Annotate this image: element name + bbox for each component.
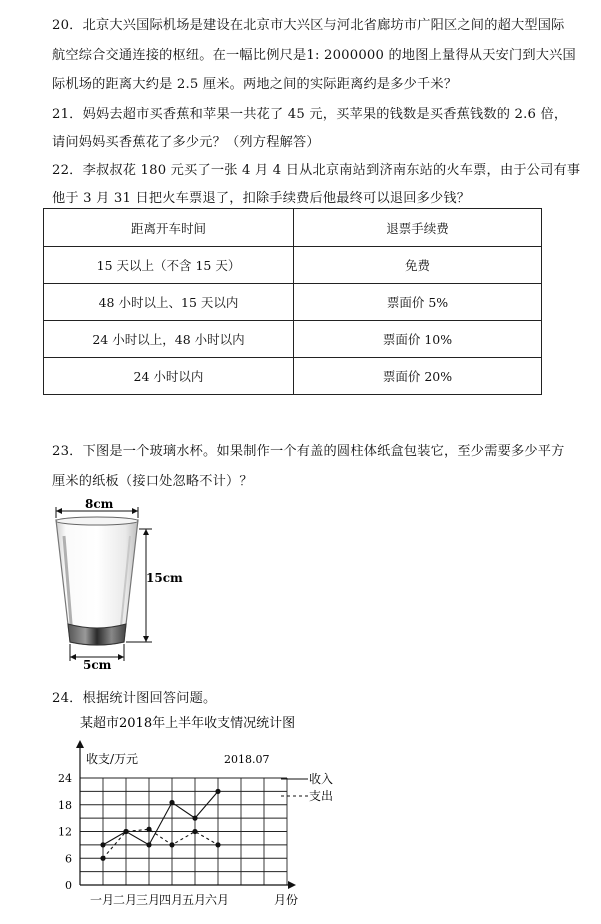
chart-x-axis-label: 月份	[274, 893, 299, 907]
table-row	[44, 321, 542, 358]
table-cell: 票面价 10%	[294, 321, 542, 358]
data-point	[100, 856, 105, 861]
y-tick-label: 12	[58, 825, 72, 839]
x-tick-label: 一月	[89, 893, 115, 907]
x-tick-label: 五月	[181, 893, 207, 907]
legend-label: 支出	[309, 789, 334, 803]
y-tick-label: 0	[65, 879, 72, 892]
q24-line-1: 24．根据统计图回答问题。	[52, 691, 217, 706]
table-row	[44, 358, 542, 395]
table-cell: 15 天以上（不含 15 天）	[44, 247, 294, 284]
chart-series	[100, 789, 220, 861]
chart-y-ticks	[58, 772, 72, 892]
table-cell: 票面价 5%	[294, 284, 542, 321]
q23-line-2: 厘米的纸板（接口处忽略不计）？	[52, 474, 253, 489]
data-point	[146, 827, 151, 832]
data-point	[123, 829, 128, 834]
q22-line-2: 他于 3 月 31 日把火车票退了，扣除手续费后他最终可以退回多少钱？	[52, 191, 471, 206]
q22-line-1: 22．李叔叔花 180 元买了一张 4 月 4 日从北京南站到济南东站的火车票，由于公司有事	[52, 163, 581, 178]
x-tick-label: 三月	[135, 893, 161, 907]
x-tick-label: 四月	[158, 893, 184, 907]
data-point	[146, 842, 151, 847]
table-cell: 免费	[294, 247, 542, 284]
table-cell: 48 小时以上、15 天以内	[44, 284, 294, 321]
q21-line-1: 21．妈妈去超市买香蕉和苹果一共花了 45 元，买苹果的钱数是买香蕉钱数的 2.6 倍，	[52, 107, 568, 122]
data-point	[215, 842, 220, 847]
data-point	[169, 842, 174, 847]
table-cell: 24 小时以上，48 小时以内	[44, 321, 294, 358]
data-point	[215, 789, 220, 794]
table-header-cell: 距离开车时间	[44, 209, 294, 247]
data-point	[192, 816, 197, 821]
data-point	[169, 800, 174, 805]
legend-label: 收入	[309, 772, 334, 786]
glass-cup-figure	[40, 496, 220, 676]
income-expense-line-chart	[0, 706, 360, 920]
q23-line-1: 23．下图是一个玻璃水杯。如果制作一个有盖的圆柱体纸盒包装它，至少需要多少平方	[52, 444, 565, 459]
q20-line-2: 航空综合交通连接的枢纽。在一幅比例尺是1: 2000000 的地图上量得从天安门到大兴国	[52, 48, 576, 63]
series-line-expense	[103, 829, 218, 858]
chart-date-note: 2018.07	[224, 753, 270, 766]
q20-line-1: 20．北京大兴国际机场是建设在北京市大兴区与河北省廊坊市广阳区之间的超大型国际	[52, 18, 565, 33]
top-dimension-label: 8cm	[85, 497, 114, 511]
chart-title: 某超市2018年上半年收支情况统计图	[80, 716, 296, 731]
q20-line-3: 际机场的距离大约是 2.5 厘米。两地之间的实际距离约是多少千米？	[52, 77, 458, 92]
q21-line-2: 请问妈妈买香蕉花了多少元？（列方程解答）	[52, 135, 320, 150]
x-axis-arrow	[288, 881, 296, 889]
table-header-cell: 退票手续费	[294, 209, 542, 247]
y-tick-label: 6	[65, 852, 72, 866]
data-point	[100, 842, 105, 847]
x-tick-label: 六月	[204, 893, 230, 907]
height-dimension-label: 15cm	[146, 571, 183, 585]
y-tick-label: 24	[58, 772, 72, 785]
glass-rim	[56, 517, 138, 525]
bottom-dimension-label: 5cm	[83, 658, 112, 672]
table-row	[44, 284, 542, 321]
refund-fee-table	[43, 208, 542, 395]
table-row	[44, 247, 542, 284]
y-axis-arrow	[76, 740, 84, 748]
table-header-row	[44, 209, 542, 247]
chart-x-ticks	[90, 893, 229, 907]
x-tick-label: 二月	[112, 893, 138, 907]
data-point	[192, 829, 197, 834]
table-cell: 24 小时以内	[44, 358, 294, 395]
table-cell: 票面价 20%	[294, 358, 542, 395]
y-tick-label: 18	[58, 798, 72, 812]
chart-legend	[281, 771, 333, 803]
chart-y-axis-label: 收支/万元	[86, 752, 139, 766]
chart-grid	[80, 778, 287, 885]
